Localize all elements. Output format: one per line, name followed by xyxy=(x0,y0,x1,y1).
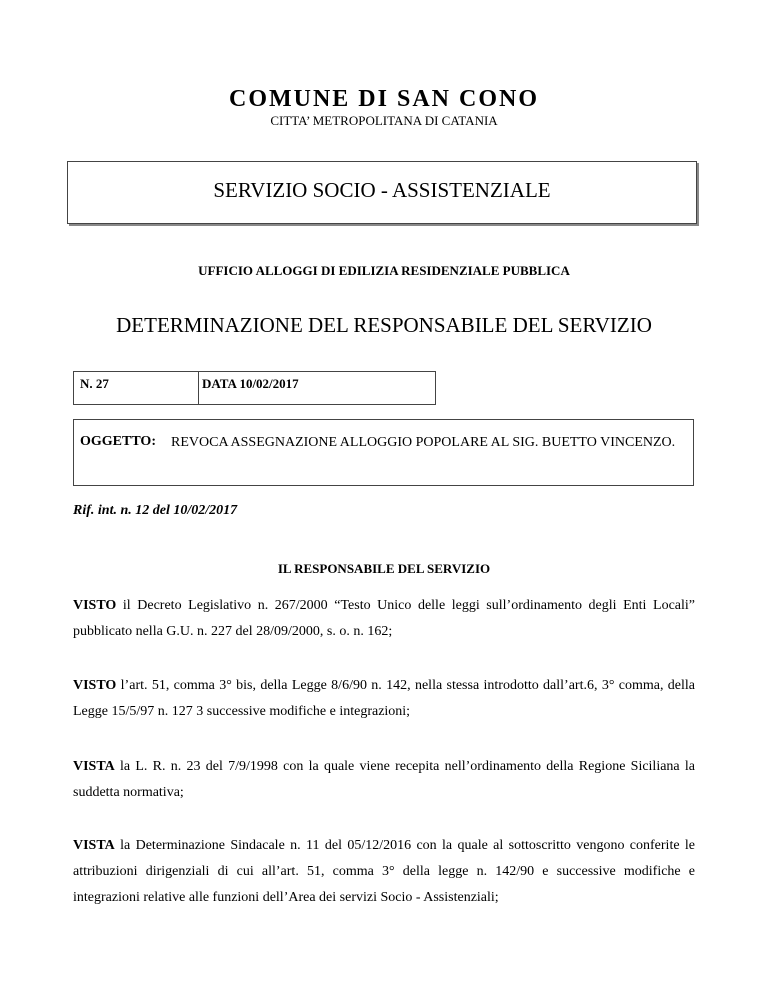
paragraph-text: l’art. 51, comma 3° bis, della Legge 8/6/90 n. 142, nella stessa introdotto dall’art.6, 3° comma, della Legge 15/5/97 n. 127 3 successive modifiche e integrazioni; xyxy=(73,678,696,719)
determination-title: DETERMINAZIONE DEL RESPONSABILE DEL SERVIZIO xyxy=(116,313,652,337)
paragraph-lead: VISTO xyxy=(73,678,117,693)
paragraph-1 xyxy=(73,593,695,645)
paragraph-3 xyxy=(73,754,695,806)
responsible-heading: IL RESPONSABILE DEL SERVIZIO xyxy=(277,561,491,576)
subject-box xyxy=(73,419,694,486)
number-date-box xyxy=(73,371,436,405)
paragraph-4 xyxy=(73,833,695,911)
municipality-title: COMUNE DI SAN CONO xyxy=(228,86,539,112)
service-box xyxy=(67,161,697,224)
subject-label: OGGETTO: xyxy=(80,434,156,449)
internal-reference: Rif. int. n. 12 del 10/02/2017 xyxy=(73,503,238,518)
office-heading: UFFICIO ALLOGGI DI EDILIZIA RESIDENZIALE PUBBLICA xyxy=(198,263,570,278)
service-title: SERVIZIO SOCIO - ASSISTENZIALE xyxy=(213,178,551,202)
paragraph-lead: VISTA xyxy=(73,759,115,774)
paragraph-text: la L. R. n. 23 del 7/9/1998 con la quale viene recepita nell’ordinamento della Regione Siciliana la suddetta normativa; xyxy=(73,759,695,800)
paragraph-2 xyxy=(73,673,695,725)
document-date: DATA 10/02/2017 xyxy=(202,376,299,391)
document-number: N. 27 xyxy=(80,376,109,391)
subject-text: REVOCA ASSEGNAZIONE ALLOGGIO POPOLARE AL SIG. BUETTO VINCENZO. xyxy=(171,435,676,450)
box-divider xyxy=(198,372,199,404)
municipality-subtitle: CITTA’ METROPOLITANA DI CATANIA xyxy=(270,113,498,128)
paragraph-text: la Determinazione Sindacale n. 11 del 05/12/2016 con la quale al sottoscritto vengono conferite le attribuzioni dirigenziali di cui all’art. 51, comma 3° della legge n. 142/90 e successive modifiche e integrazioni relative alle funzioni dell’Area dei servizi Socio - Assistenziali; xyxy=(73,838,696,905)
paragraph-lead: VISTA xyxy=(73,838,115,853)
paragraph-lead: VISTO xyxy=(73,598,117,613)
paragraph-text: il Decreto Legislativo n. 267/2000 “Testo Unico delle leggi sull’ordinamento degli Enti Locali” pubblicato nella G.U. n. 227 del 28/09/2000, s. o. n. 162; xyxy=(73,598,695,639)
